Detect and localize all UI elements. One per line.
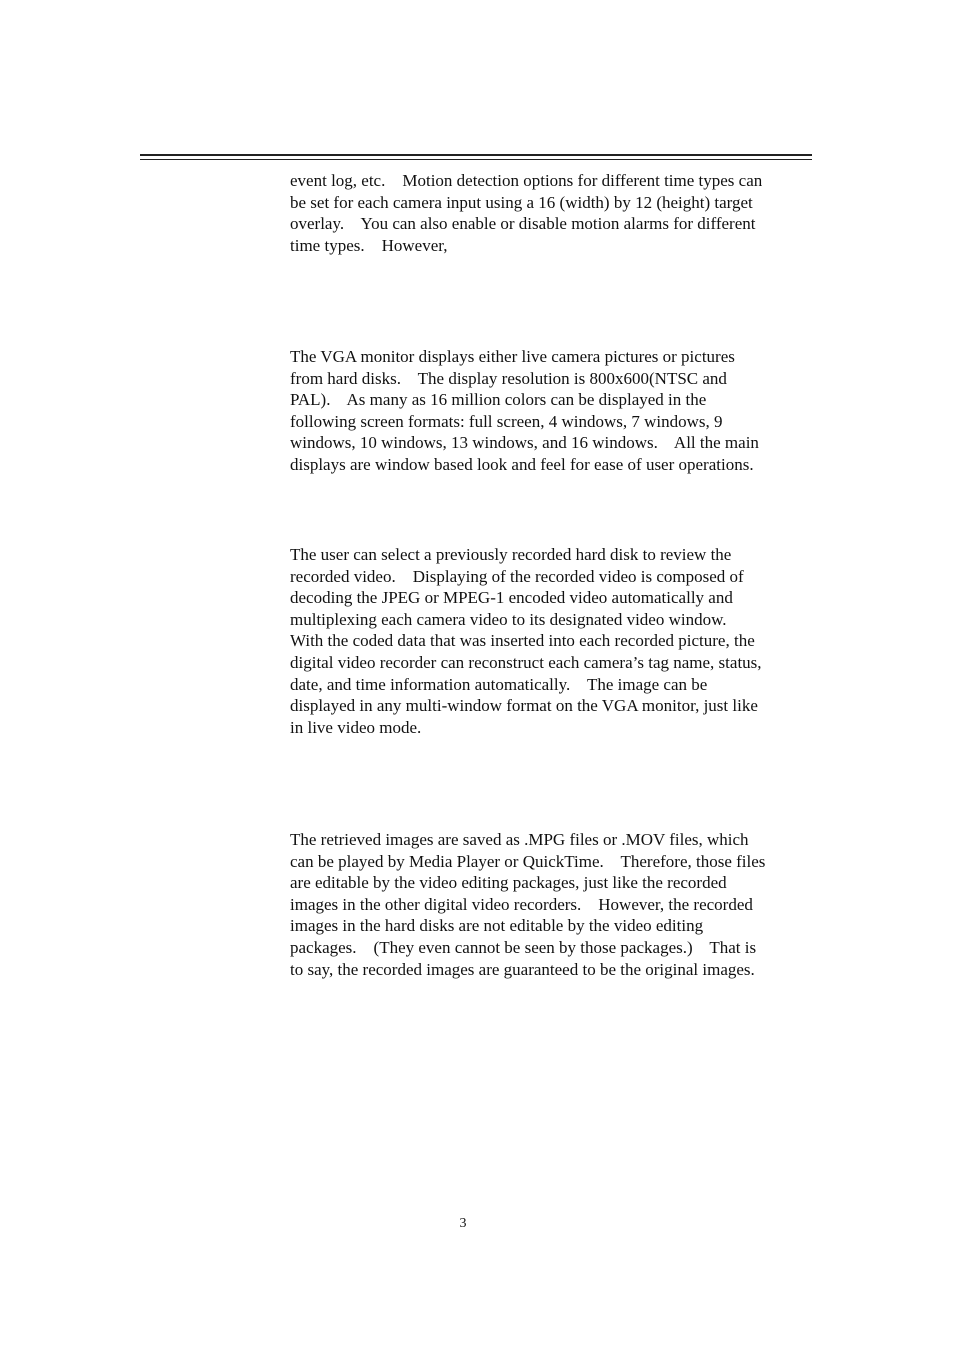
paragraph-recorded-video-review: The user can select a previously recorded hard disk to review the recorded video. Displaying of the recorded video is composed of decoding the JPEG or MPEG-1 encoded video automatically and multiplexing each camera video to its designated video window. With the coded data that was inserted into each recorded picture, the digital video recorder can reconstruct each camera’s tag name, status, date, and time information automatically. The image can be displayed in any multi-window format on the VGA monitor, just like in live video mode. (290, 545, 762, 737)
header-rule-thick (140, 154, 812, 156)
page-number: 3 (459, 1216, 467, 1231)
header-rule-thin (140, 159, 812, 160)
paragraph-retrieved-images: The retrieved images are saved as .MPG files or .MOV files, which can be played by Media Player or QuickTime. Therefore, those files are editable by the video editing packages, just like the recorded images in the other digital video recorders. However, the recorded images in the hard disks are not editable by the video editing packages. (They even cannot be seen by those packages.) That is to say, the recorded images are guaranteed to be the original images. (290, 830, 766, 979)
paragraph-motion-detection: event log, etc. Motion detection options for different time types can be set for each camera input using a 16 (width) by 12 (height) target overlay. You can also enable or disable motion alarms for different time types. However, (290, 171, 763, 255)
paragraph-vga-monitor: The VGA monitor displays either live camera pictures or pictures from hard disks. The display resolution is 800x600(NTSC and PAL). As many as 16 million colors can be displayed in the following screen formats: full screen, 4 windows, 7 windows, 9 windows, 10 windows, 13 windows, and 16 windows. All the main displays are window based look and feel for ease of user operations. (290, 347, 759, 474)
